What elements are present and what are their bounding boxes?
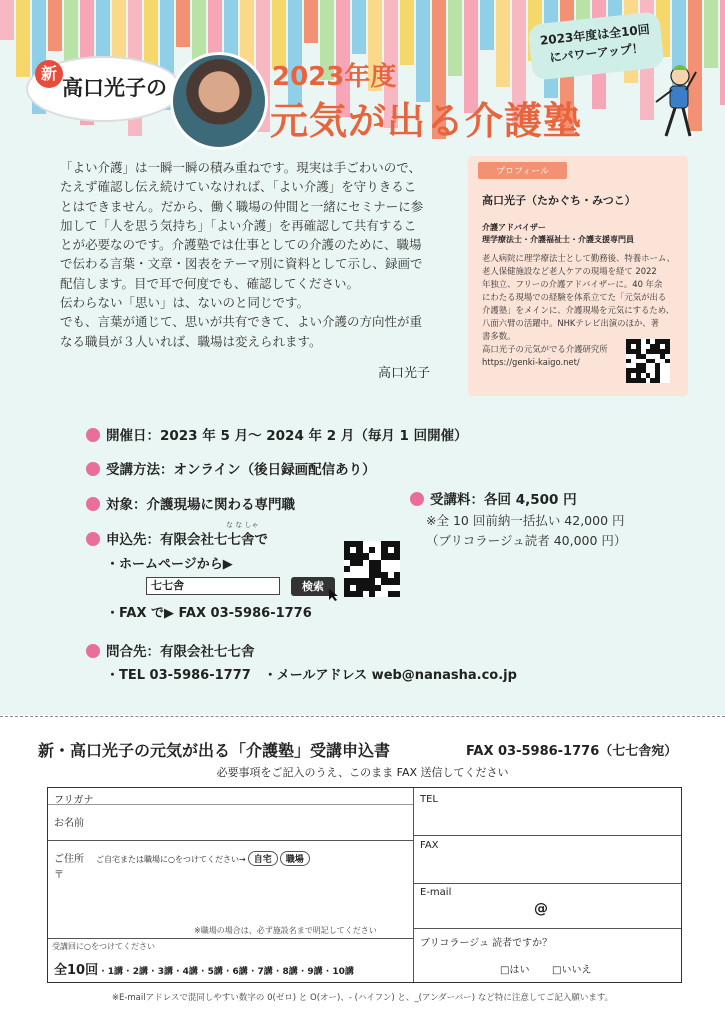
cheering-figure-icon <box>650 62 698 142</box>
intro-line: でも、言葉が通じて、思いが共有できて、よい介護の方向性が重 <box>60 314 423 330</box>
qr-cell <box>626 359 631 364</box>
cut-line <box>0 716 725 717</box>
stripe <box>224 0 238 58</box>
fee-note-line: ※全 10 回前納一括払い 42,000 円 <box>426 513 625 528</box>
stripe <box>16 0 30 77</box>
detail-target <box>86 493 295 513</box>
qr-cell <box>641 378 646 383</box>
tag-line-2: にパワーアップ！ <box>548 41 645 65</box>
stripe <box>448 0 462 76</box>
bio-line: 介護塾」をメインに、介護現場を元気にするため、 <box>482 305 675 315</box>
qr-cell <box>369 547 375 553</box>
session-item[interactable]: 6講 <box>232 967 248 977</box>
profile-role-line: 介護アドバイザー <box>482 223 546 232</box>
session-item[interactable]: 4講 <box>182 967 198 977</box>
new-badge: 新 <box>35 60 63 88</box>
address-note-text: ご自宅または職場に○をつけてください→ <box>96 855 246 864</box>
signature: 高口光子 <box>378 366 431 381</box>
address-note <box>96 851 310 866</box>
session-item[interactable]: 2講 <box>132 967 148 977</box>
divider <box>413 883 681 884</box>
method-text: 受講方法：オンライン（後日録画配信あり） <box>106 462 376 478</box>
intro-line: なる職員が３人いれば、職場は変えられます。 <box>60 333 322 349</box>
homepage-text: ・ホームページから▶ <box>106 557 233 572</box>
qr-cell <box>655 378 660 383</box>
intro-line: 「よい介護」は一瞬一瞬の積み重ねです。現実は手ごわいので、 <box>60 160 421 175</box>
sessions-note: 受講回に○をつけてください <box>52 942 155 951</box>
profile-tab: プロフィール <box>478 162 567 179</box>
profile-name: 高口光子（たかぐち・みつこ） <box>482 194 636 207</box>
intro-line: とはできません。だから、働く職場の仲間と一緒にセミナーに参 <box>60 198 424 214</box>
session-item[interactable]: 1講 <box>107 967 124 977</box>
form-subtitle: 必要事項をご記入のうえ、このまま FAX 送信してください <box>216 766 509 779</box>
intro-line: 伝わらない「思い」は、ないのと同じです。 <box>60 295 310 311</box>
stripe <box>144 0 158 73</box>
bio-line: にわたる現場での経験を体系立てた「元気が出る <box>482 292 667 302</box>
form-title: 新・高口光子の元気が出る「介護塾」受講申込書 <box>38 741 391 760</box>
fax-text: ・FAX で▶ FAX 03-5986-1776 <box>106 606 312 621</box>
detail-fee <box>410 488 577 508</box>
reader-question: ブリコラージュ 読者ですか？ <box>420 938 553 949</box>
year-heading: 2023年度 <box>272 62 397 92</box>
intro-line: で伝わる言葉・文章・図表をテーマ別に資料として示し、録画で <box>60 256 423 272</box>
qr-cell <box>369 591 375 597</box>
bullet-dot-icon <box>410 492 424 506</box>
postal-mark: 〒 <box>54 870 64 881</box>
bullet-dot-icon <box>86 532 100 546</box>
email-label: E-mail <box>420 887 452 898</box>
divider <box>413 835 681 836</box>
session-item[interactable]: 3講 <box>157 967 173 977</box>
at-mark: @ <box>534 901 548 917</box>
detail-method <box>86 458 376 478</box>
stripe <box>416 0 430 102</box>
footnote: ※E-mailアドレスで混同しやすい数字の 0(ゼロ) と O(オー)、- (ハイフン) と、_(アンダーバー) など特に注意してご記入願います。 <box>111 993 614 1003</box>
bio-line: 老人保健施設など老人ケアの現場を経て 2022 <box>482 266 657 276</box>
fax-label: FAX <box>420 840 439 851</box>
detail-date <box>86 424 468 444</box>
qr-cell <box>665 359 670 364</box>
stripe <box>304 0 318 43</box>
qr-cell <box>394 553 400 559</box>
profile-role-line: 理学療法士・介護福祉士・介護支援専門員 <box>482 235 634 244</box>
qr-cell <box>394 578 400 584</box>
qr-cell <box>344 566 350 572</box>
date-text: 開催日：2023 年 5 月～ 2024 年 2 月（毎月 1 回開催） <box>106 428 468 444</box>
divider <box>48 804 413 805</box>
profile-box <box>468 156 688 396</box>
bio-line: 年独立、フリーの介護アドバイザーに。40 年余 <box>482 279 663 289</box>
application-form <box>47 787 682 983</box>
divider <box>48 840 413 841</box>
reader-yes-checkbox[interactable]: □はい <box>500 965 530 976</box>
workplace-note: ※職場の場合は、必ず施設名まで明記してください <box>194 926 377 935</box>
bullet-dot-icon <box>86 428 100 442</box>
divider <box>413 788 414 982</box>
intro-line: たえず確認し伝え続けていなければ、「よい介護」を守りきるこ <box>60 179 417 195</box>
session-item[interactable]: 9講 <box>307 967 323 977</box>
intro-text <box>60 158 460 351</box>
profile-role <box>482 222 634 246</box>
intro-line: 加して「人を思う気持ち」「よい介護」を再確認して共有するこ <box>60 217 417 233</box>
cursor-icon <box>328 588 340 602</box>
stripe <box>96 0 110 62</box>
name-bubble-text: 高口光子の <box>62 76 167 100</box>
contact-text: 問合先：有限会社七七舎 <box>106 644 255 660</box>
bullet-dot-icon <box>86 462 100 476</box>
fee-note <box>426 511 626 551</box>
stripe <box>176 0 190 47</box>
stripe <box>400 0 414 65</box>
detail-contact <box>86 640 255 660</box>
search-button[interactable]: 検索 <box>291 577 335 596</box>
session-item[interactable]: 10講 <box>332 967 354 977</box>
apply-ruby: な な しゃ <box>226 521 259 529</box>
intro-line: 配信します。目で耳で何度でも、確認してください。 <box>60 275 360 291</box>
target-text: 対象：介護現場に関わる専門職 <box>106 497 295 513</box>
apply-text: 申込先：有限会社七七舎で <box>106 532 268 548</box>
home-option[interactable]: 自宅 <box>248 851 278 866</box>
stripe <box>48 0 62 51</box>
portrait-photo <box>170 52 268 150</box>
stripe <box>704 0 718 68</box>
stripe <box>496 0 510 87</box>
stripe <box>352 0 366 54</box>
stripe <box>480 0 494 50</box>
fee-text: 受講料：各回 4,500 円 <box>430 492 577 508</box>
detail-apply <box>86 528 268 548</box>
tag-line-1: 2023年度は全10回 <box>539 22 651 48</box>
bullet-dot-icon <box>86 497 100 511</box>
bio-line: 高口光子の元気がでる介護研究所 <box>482 344 608 354</box>
divider <box>48 938 413 939</box>
address-label: ご住所 <box>54 854 84 865</box>
name-label: お名前 <box>54 818 84 829</box>
work-option[interactable]: 職場 <box>280 851 310 866</box>
bio-line: 八面六臂の活躍中。NHKテレビ出演のほか、著 <box>482 318 660 328</box>
qr-cell <box>394 591 400 597</box>
bio-line: 書多数。 <box>482 331 516 341</box>
profile-qr-code[interactable] <box>626 339 670 383</box>
bio-url[interactable]: https://genki-kaigo.net/ <box>482 357 580 367</box>
fee-note-line: （ブリコラージュ読者 40,000 円） <box>426 533 627 548</box>
tel-label: TEL <box>420 794 438 805</box>
contact-detail: ・TEL 03-5986-1777 ・メールアドレス web@nanasha.co.jp <box>106 668 517 683</box>
form-fax: FAX 03-5986-1776（七七舎宛） <box>466 744 678 759</box>
intro-line: とが必要なのです。介護塾では仕事としての介護のために、職場 <box>60 237 422 253</box>
stripe <box>720 0 725 105</box>
session-item[interactable]: 8講 <box>282 967 298 977</box>
qr-cell <box>375 585 381 591</box>
qr-cell <box>356 560 362 566</box>
stripe <box>0 0 14 40</box>
session-item[interactable]: 7講 <box>257 967 273 977</box>
bio-line: 老人病院に理学療法士として勤務後、特養ホーム、 <box>482 253 675 263</box>
main-title: 元気が出る介護塾 <box>270 99 583 143</box>
session-list: 全10回 · 1講 · 2講 · 3講 · 4講 · 5講 · 6講 · 7講 · 8講 · 9講 · 10講 <box>54 963 354 978</box>
session-item[interactable]: 5講 <box>207 967 223 977</box>
divider <box>413 928 681 929</box>
reader-no-checkbox[interactable]: □いいえ <box>552 965 592 976</box>
qr-cell <box>356 591 362 597</box>
website-qr-code[interactable] <box>344 541 400 597</box>
furigana-label: フリガナ <box>54 795 94 806</box>
bullet-dot-icon <box>86 644 100 658</box>
search-input[interactable]: 七七舎 <box>146 577 280 595</box>
qr-cell <box>665 349 670 354</box>
session-all[interactable]: 全10回 <box>54 963 99 978</box>
